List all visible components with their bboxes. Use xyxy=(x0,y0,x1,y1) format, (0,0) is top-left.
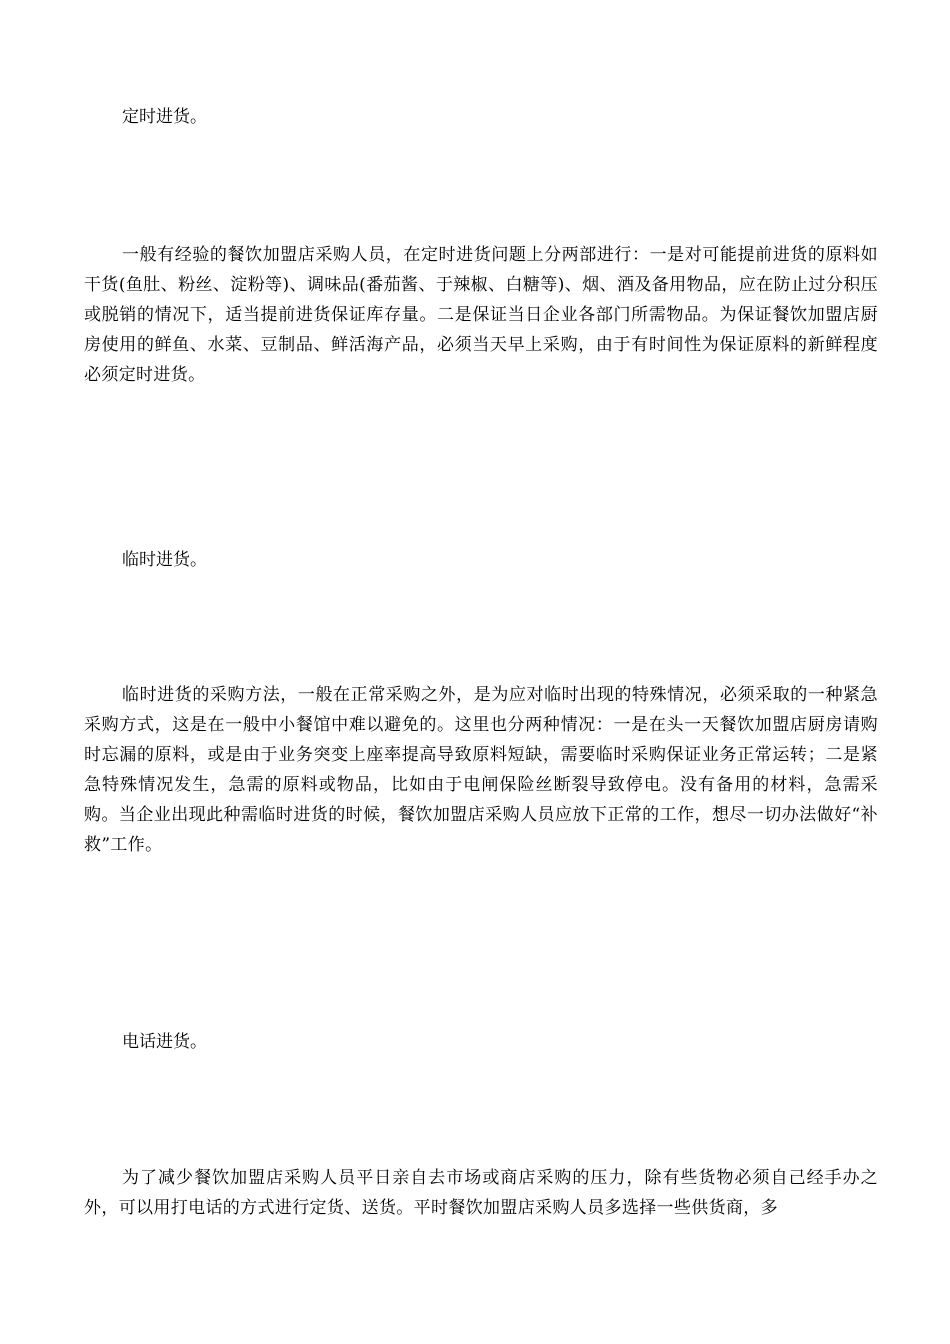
section-paragraph-temporary-purchase: 临时进货的采购方法，一般在正常采购之外，是为应对临时出现的特殊情况，必须采取的一种紧急采购方式，这是在一般中小餐馆中难以避免的。这里也分两种情况：一是在头一天餐饮加盟店厨房请购时忘漏的原料，或是由于业务突变上座率提高导致原料短缺，需要临时采购保证业务正常运转；二是紧急特殊情况发生，急需的原料或物品，比如由于电闸保险丝断裂导致停电。没有备用的材料，急需采购。当企业出现此种需临时进货的时候，餐饮加盟店采购人员应放下正常的工作，想尽一切办法做好“补救”工作。 xyxy=(84,685,878,855)
section-paragraph-phone-purchase: 为了减少餐饮加盟店采购人员平日亲自去市场或商店采购的压力，除有些货物必须自己经手办之外，可以用打电话的方式进行定货、送货。平时餐饮加盟店采购人员多选择一些供货商，多 xyxy=(84,1168,878,1218)
section-paragraph-scheduled-purchase: 一般有经验的餐饮加盟店采购人员，在定时进货问题上分两部进行：一是对可能提前进货的原料如干货(鱼肚、粉丝、淀粉等)、调味品(番茄酱、于辣椒、白糖等)、烟、酒及备用物品，应在防止过分积压或脱销的情况下，适当提前进货保证库存量。二是保证当日企业各部门所需物品。为保证餐饮加盟店厨房使用的鲜鱼、水菜、豆制品、鲜活海产品，必须当天早上采购，由于有时间性为保证原料的新鲜程度必须定时进货。 xyxy=(84,245,878,385)
section-heading-scheduled-purchase: 定时进货。 xyxy=(122,107,207,127)
section-heading-temporary-purchase: 临时进货。 xyxy=(122,550,207,570)
section-heading-phone-purchase: 电话进货。 xyxy=(122,1032,207,1052)
